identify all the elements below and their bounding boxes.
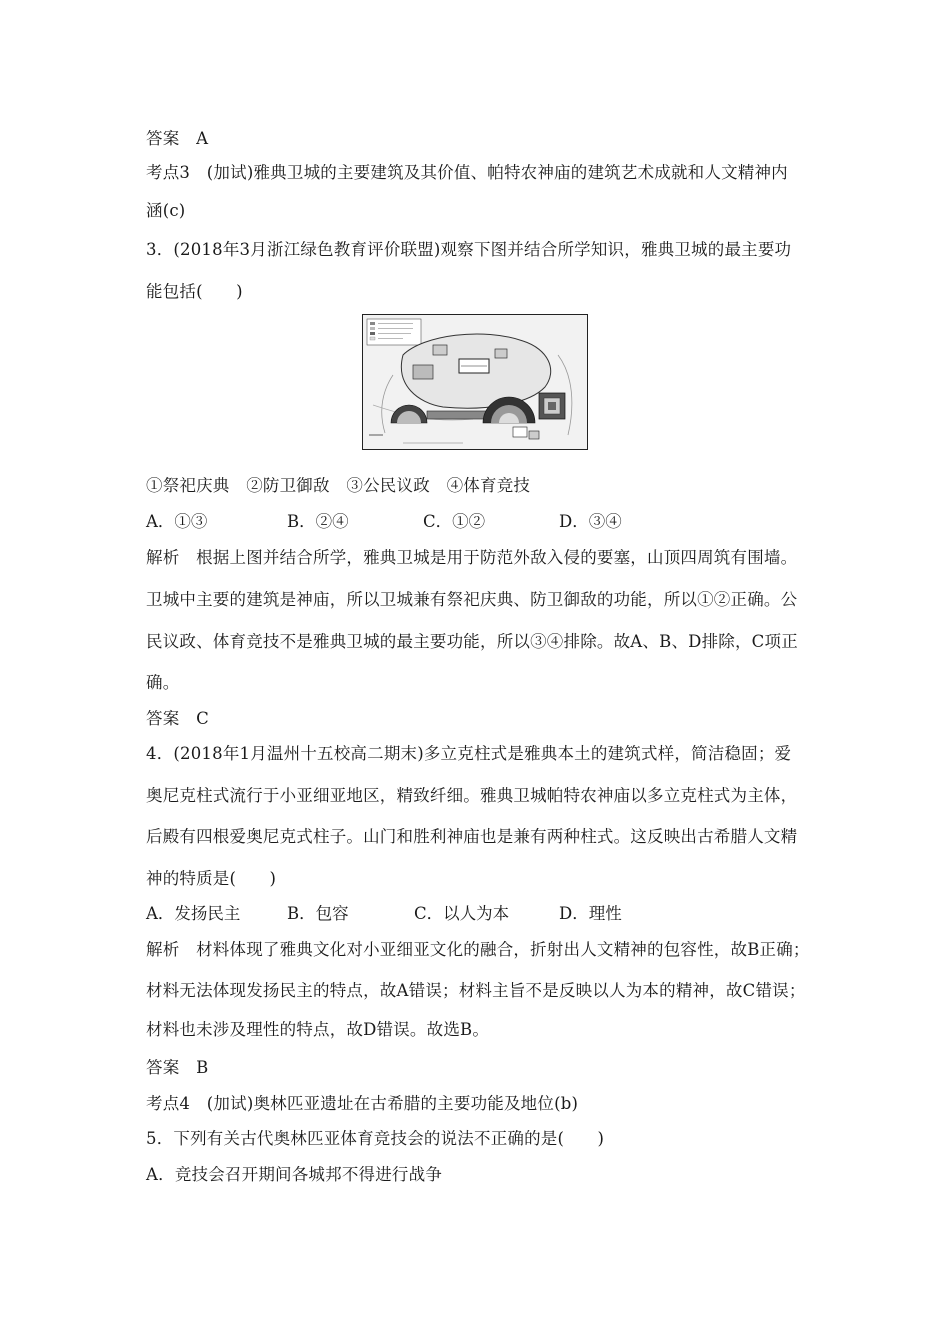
analysis-4-line-3: 材料也未涉及理性的特点，故D错误。故选B。 [146,1020,490,1039]
question-5-stem: 5．下列有关古代奥林匹亚体育竞技会的说法不正确的是( ) [146,1129,605,1148]
analysis-3-line-3: 民议政、体育竞技不是雅典卫城的最主要功能，所以③④排除。故A、B、D排除，C项正 [146,632,798,651]
q4-option-a: A．发扬民主 [146,904,241,923]
topic-3-heading-cont: 涵(c) [146,201,186,220]
question-3-options [146,512,646,532]
topic-4-heading: 考点4 (加试)奥林匹亚遗址在古希腊的主要功能及地位(b) [146,1094,579,1113]
acropolis-map-drawing [363,315,587,449]
answer-4: 答案 B [146,1058,209,1077]
analysis-3-line-1: 解析 根据上图并结合所学，雅典卫城是用于防范外敌入侵的要塞，山顶四周筑有围墙。 [146,548,798,567]
analysis-3-line-2: 卫城中主要的建筑是神庙，所以卫城兼有祭祀庆典、防卫御敌的功能，所以①②正确。公 [146,590,798,609]
question-5-option-a: A．竞技会召开期间各城邦不得进行战争 [146,1165,443,1184]
analysis-4-line-2: 材料无法体现发扬民主的特点，故A错误；材料主旨不是反映以人为本的精神，故C错误； [146,981,806,1000]
q3-option-a: A．①③ [146,512,208,531]
answer-3: 答案 C [146,709,209,728]
analysis-3-line-4: 确。 [146,673,180,692]
q4-option-c: C．以人为本 [414,904,510,923]
question-3-stem: 3．(2018年3月浙江绿色教育评价联盟)观察下图并结合所学知识，雅典卫城的最主要功 [146,240,792,259]
question-3-statements: ①祭祀庆典 ②防卫御敌 ③公民议政 ④体育竞技 [146,476,531,495]
question-3-stem-cont: 能包括( ) [146,282,243,301]
question-4-options [146,904,646,924]
analysis-4-line-1: 解析 材料体现了雅典文化对小亚细亚文化的融合，折射出人文精神的包容性，故B正确； [146,940,810,959]
q4-option-b: B．包容 [287,904,349,923]
q3-option-b: B．②④ [287,512,349,531]
question-4-stem-3: 后殿有四根爱奥尼克式柱子。山门和胜利神庙也是兼有两种柱式。这反映出古希腊人文精 [146,827,798,846]
q4-option-d: D．理性 [559,904,622,923]
acropolis-map-image [362,314,588,450]
topic-3-heading: 考点3 (加试)雅典卫城的主要建筑及其价值、帕特农神庙的建筑艺术成就和人文精神内 [146,163,788,182]
q3-option-c: C．①② [423,512,486,531]
q3-option-d: D．③④ [559,512,622,531]
question-4-stem-4: 神的特质是( ) [146,869,277,888]
question-4-stem-2: 奥尼克柱式流行于小亚细亚地区，精致纤细。雅典卫城帕特农神庙以多立克柱式为主体， [146,786,798,805]
answer-1: 答案 A [146,129,209,148]
question-4-stem-1: 4．(2018年1月温州十五校高二期末)多立克柱式是雅典本土的建筑式样，简洁稳固；爱 [146,744,792,763]
